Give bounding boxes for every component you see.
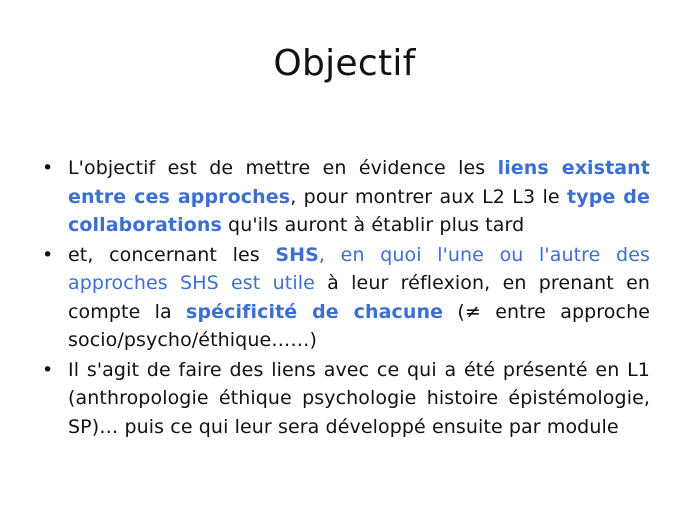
bullet-item — [40, 356, 650, 442]
bullet-text-segment: L'objectif est de mettre en évidence les — [68, 157, 498, 179]
bullet-dot-icon: • — [42, 157, 54, 179]
bullet-list — [40, 154, 650, 442]
bullet-highlight-plain-segment: , en quoi l'une ou l'autre des approches SHS est utile — [68, 243, 650, 294]
bullet-item — [40, 241, 650, 355]
bullet-highlight-segment: SHS — [275, 243, 319, 266]
bullet-text-segment: à leur réflexion, en prenant en compte la — [68, 272, 650, 323]
bullet-highlight-segment: liens existant entre ces approches — [68, 157, 650, 208]
bullet-text-segment: (≠ entre approche socio/psycho/éthique……) — [68, 300, 651, 351]
bullet-text-segment: qu'ils auront à établir plus tard — [221, 214, 525, 236]
bullet-text-segment: Il s'agit de faire des liens avec ce qui a été présenté en L1 (anthropologie éthique psychologie histoire épistémologie, SP)… puis ce qui leur sera développé ensuite par module — [68, 358, 650, 438]
bullet-text-segment: et, concernant les — [68, 243, 276, 266]
bullet-highlight-segment: spécificité de chacune — [186, 300, 444, 323]
bullet-dot-icon: • — [42, 243, 54, 266]
bullet-dot-icon: • — [42, 358, 54, 381]
bullet-text-segment: , pour montrer aux L2 L3 le — [290, 185, 568, 208]
bullet-highlight-segment: type de collaborations — [68, 185, 650, 236]
slide-title: Objectif — [273, 43, 416, 84]
bullet-item — [40, 154, 650, 240]
